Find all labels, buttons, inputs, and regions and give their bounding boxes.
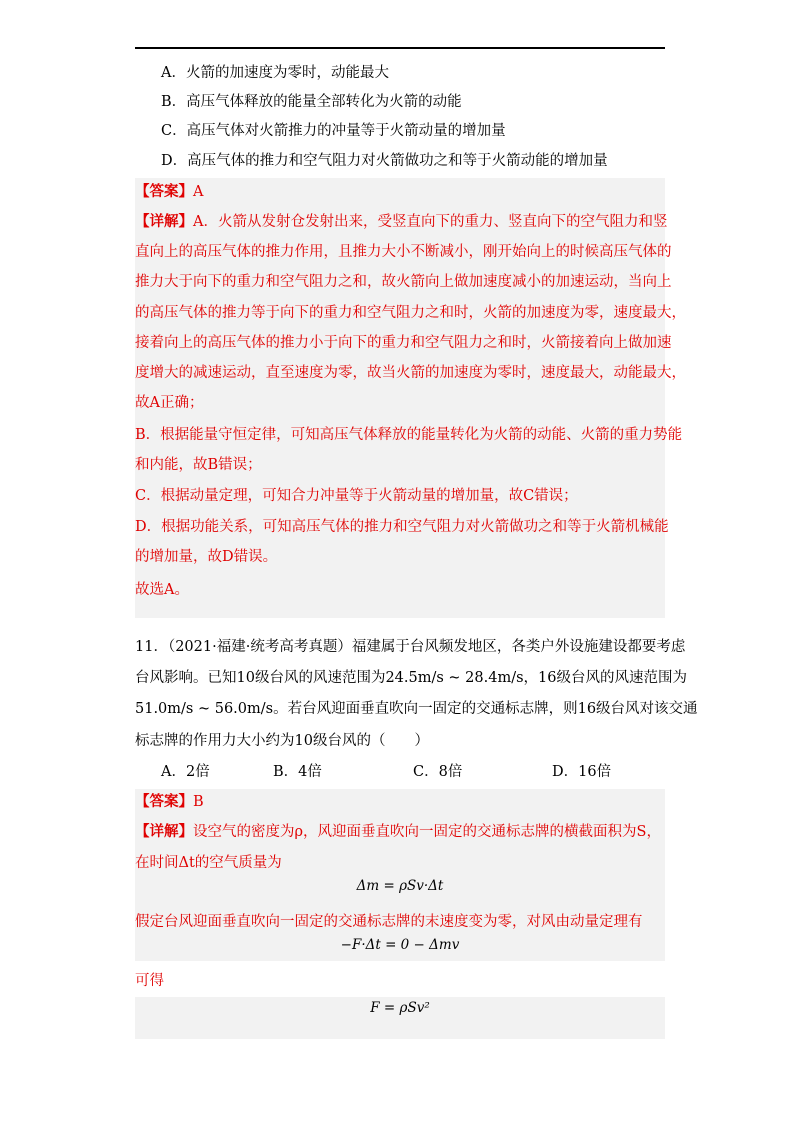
q11-choice-c: C．8倍 — [413, 764, 463, 780]
q11-stem-line-4: 标志牌的作用力大小约为10级台风的（ ） — [135, 733, 429, 749]
q10-detail-line-11: D．根据功能关系，可知高压气体的推力和空气阻力对火箭做功之和等于火箭机械能 — [135, 519, 669, 535]
q10-detail-line-2: 直向上的高压气体的推力作用，且推力大小不断减小，刚开始向上的时候高压气体的 — [135, 244, 672, 260]
q11-detail-line-3: 假定台风迎面垂直吹向一固定的交通标志牌的末速度变为零，对风由动量定理有 — [135, 914, 643, 930]
q10-option-a: A．火箭的加速度为零时，动能最大 — [161, 65, 389, 81]
q10-detail-line-9: 和内能，故B错误； — [135, 457, 262, 473]
q11-stem-line-2: 台风影响。已知10级台风的风速范围为24.5m/s ~ 28.4m/s，16级台风的风速范围为 — [135, 670, 687, 686]
q10-detail-line-10: C．根据动量定理，可知合力冲量等于火箭动量的增加量，故C错误； — [135, 488, 578, 504]
header-rule — [135, 47, 665, 49]
q10-detail-line-13: 故选A。 — [135, 582, 189, 598]
q11-choice-a: A．2倍 — [161, 764, 210, 780]
q10-option-b: B．高压气体释放的能量全部转化为火箭的动能 — [161, 94, 462, 110]
q10-option-c: C．高压气体对火箭推力的冲量等于火箭动量的增加量 — [161, 123, 506, 139]
q11-stem-line-1: 11．（2021·福建·统考高考真题）福建属于台风频发地区，各类户外设施建设都要考虑 — [135, 639, 686, 655]
q11-stem-line-3: 51.0m/s ~ 56.0m/s。若台风迎面垂直吹向一固定的交通标志牌，则16级台风对该交通 — [135, 701, 698, 717]
detail-text: 设空气的密度为ρ，风迎面垂直吹向一固定的交通标志牌的横截面积为S， — [193, 824, 661, 840]
q10-option-d: D．高压气体的推力和空气阻力对火箭做功之和等于火箭动能的增加量 — [161, 153, 608, 169]
answer-value: A — [193, 184, 204, 200]
answer-tag: 【答案】 — [135, 183, 193, 200]
formula-momentum: −F·Δt = 0 − Δmv — [340, 937, 460, 953]
q10-detail-line-5: 接着向上的高压气体的推力小于向下的重力和空气阻力之和时，火箭接着向上做加速 — [135, 335, 672, 351]
q11-detail-line-1 — [135, 822, 661, 842]
answer-tag: 【答案】 — [135, 793, 193, 810]
detail-tag: 【详解】 — [135, 213, 193, 230]
q11-answer — [135, 792, 204, 812]
q10-detail-line-4: 的高压气体的推力等于向下的重力和空气阻力之和时，火箭的加速度为零，速度最大， — [135, 305, 686, 321]
q10-detail-line-8: B．根据能量守恒定律，可知高压气体释放的能量转化为火箭的动能、火箭的重力势能 — [135, 427, 683, 443]
q10-detail-line-1 — [135, 212, 667, 232]
detail-tag: 【详解】 — [135, 823, 193, 840]
q10-detail-line-7: 故A正确； — [135, 395, 204, 411]
q10-detail-line-3: 推力大于向下的重力和空气阻力之和，故火箭向上做加速度减小的加速运动，当向上 — [135, 274, 672, 290]
detail-text: A．火箭从发射仓发射出来，受竖直向下的重力、竖直向下的空气阻力和竖 — [193, 214, 668, 230]
q10-detail-line-6: 度增大的减速运动，直至速度为零，故当火箭的加速度为零时，速度最大，动能最大， — [135, 365, 686, 381]
answer-value: B — [193, 794, 204, 810]
q11-answer-box — [135, 789, 665, 961]
q11-detail-line-4: 可得 — [135, 973, 164, 989]
formula-delta-m: Δm = ρSv·Δt — [356, 878, 444, 894]
q11-choice-d: D．16倍 — [552, 764, 612, 780]
q10-detail-line-12: 的增加量，故D错误。 — [135, 549, 278, 565]
q10-answer — [135, 182, 203, 202]
q11-detail-line-2: 在时间Δt的空气质量为 — [135, 855, 282, 871]
formula-force: F = ρSv² — [370, 1000, 430, 1016]
q11-choice-b: B．4倍 — [273, 764, 322, 780]
